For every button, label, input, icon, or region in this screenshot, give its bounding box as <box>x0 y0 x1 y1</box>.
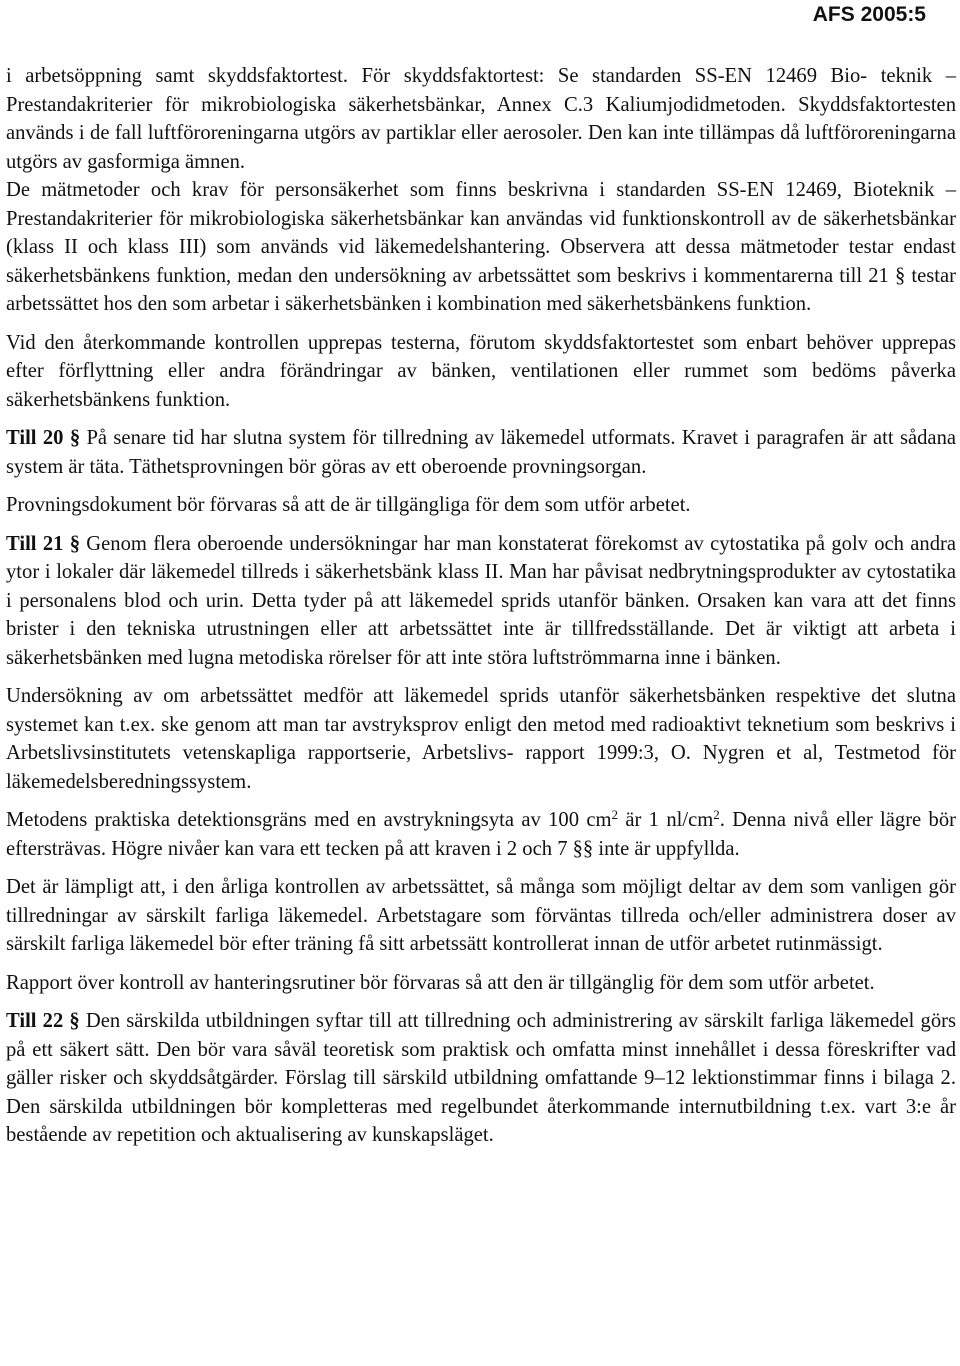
paragraph <box>6 1007 956 1150</box>
document-id-header: AFS 2005:5 <box>812 3 926 26</box>
paragraph-text: Rapport över kontroll av hanteringsrutiner bör förvaras så att den är tillgänglig för dem som utför arbetet. <box>6 971 875 994</box>
paragraph-text: På senare tid har slutna system för tillredning av läkemedel utformats. Kravet i paragrafen är att sådana system är täta. Täthetsprovningen bör göras av ett oberoende provningsorgan. <box>6 427 957 478</box>
paragraph <box>6 491 956 520</box>
paragraph <box>6 176 956 319</box>
paragraph-text: är 1 nl/cm <box>618 809 714 831</box>
paragraph <box>6 682 956 796</box>
paragraph-text: . Denna nivå eller lägre bör eftersträvas. Högre nivåer kan vara ett tecken på att kraven i 2 och 7 §§ inte är uppfyllda. <box>6 809 956 860</box>
paragraph-text: De mätmetoder och krav för personsäkerhet som finns beskrivna i standarden SS-EN 12469, Bioteknik – Prestandakriterier för mikrobiologiska säkerhetsbänkar kan användas vid funktionskontroll av de säkerhetsbänkar (klass II och klass III) som används vid läkemedelshantering. Observera att dessa mätmetoder testar endast säkerhetsbänkens funktion, medan den undersökning av arbetssättet som beskrivs i kommentarerna till 21 § testar arbetssättet hos den som arbetar i säkerhetsbänken i kombination med säkerhetsbänkens funktion. <box>6 179 956 315</box>
paragraph <box>6 329 956 415</box>
paragraph-text: Genom flera oberoende undersökningar har man konstaterat förekomst av cytostatika på golv och andra ytor i lokaler där läkemedel tillreds i säkerhetsbänk klass II. Man har påvisat nedbrytningsprodukter av cytostatika i personalens blod och urin. Detta tyder på att läkemedel sprids utanför bänken. Orsaken kan vara att det finns brister i den tekniska utrustningen eller att arbetssättet inte är tillfredsställande. Det är viktigt att arbeta i säkerhetsbänken med lugna metodiska rörelser för att inte störa luftströmmarna inne i bänken. <box>6 532 957 669</box>
document-body <box>6 62 956 1160</box>
paragraph <box>6 806 956 863</box>
superscript: 2 <box>713 807 720 822</box>
paragraph <box>6 969 956 998</box>
paragraph-text: Det är lämpligt att, i den årliga kontrollen av arbetssättet, så många som möjligt deltar av dem som vanligen gör tillredningar av särskilt farliga läkemedel. Arbetstagare som förväntas tillreda och/eller administrera doser av särskilt farliga läkemedel bör efter träning få sitt arbetssätt kontrollerat innan de utför arbetet rutinmässigt. <box>6 876 956 955</box>
paragraph <box>6 62 956 176</box>
superscript: 2 <box>611 807 618 822</box>
paragraph-text: Vid den återkommande kontrollen upprepas testerna, förutom skyddsfaktortestet som enbart behöver upprepas efter förflyttning eller andra förändringar av bänken, ventilationen eller rummet som bedöms påverka säkerhetsbänkens funktion. <box>6 331 956 411</box>
section-reference-label: Till 20 § <box>6 427 81 449</box>
paragraph-text: i arbetsöppning samt skyddsfaktortest. För skyddsfaktortest: Se standarden SS-EN 12469 Bio- teknik – Prestandakriterier för mikrobiologiska säkerhetsbänkar, Annex C.3 Kaliumjodidmetoden. Skyddsfaktortesten används i de fall luftföroreningarna utgörs av partiklar eller aerosoler. Den kan inte tillämpas då luftföroreningarna utgörs av gasformiga ämnen. <box>6 65 956 173</box>
paragraph-text: Undersökning av om arbetssättet medför att läkemedel sprids utanför säkerhetsbänken respektive det slutna systemet kan t.ex. ske genom att man tar avstryksprov enligt den metod med radioaktivt teknetium som beskrivs i Arbetslivsinstitutets vetenskapliga rapportserie, Arbetslivs- rapport 1999:3, O. Nygren et al, Testmetod för läkemedelsberedningssystem. <box>6 685 956 793</box>
paragraph <box>6 424 956 481</box>
section-reference-label: Till 22 § <box>6 1010 80 1032</box>
paragraph-text: Metodens praktiska detektionsgräns med en avstrykningsyta av 100 cm <box>6 809 612 831</box>
paragraph-text: Den särskilda utbildningen syftar till att tillredning och administrering av särskilt farliga läkemedel görs på ett säkert sätt. Den bör vara såväl teoretisk som praktisk och omfatta minst innehållet i dessa föreskrifter vad gäller risker och skyddsåtgärder. Förslag till särskild utbildning omfattande 9–12 lektionstimmar finns i bilaga 2. Den särskilda utbildningen bör kompletteras med regelbundet återkommande internutbildning t.ex. vart 3:e år bestående av repetition och aktualisering av kunskapsläget. <box>6 1010 957 1146</box>
paragraph <box>6 530 956 673</box>
section-reference-label: Till 21 § <box>6 532 80 555</box>
paragraph-text: Provningsdokument bör förvaras så att de är tillgängliga för dem som utför arbetet. <box>6 494 691 516</box>
paragraph <box>6 873 956 959</box>
